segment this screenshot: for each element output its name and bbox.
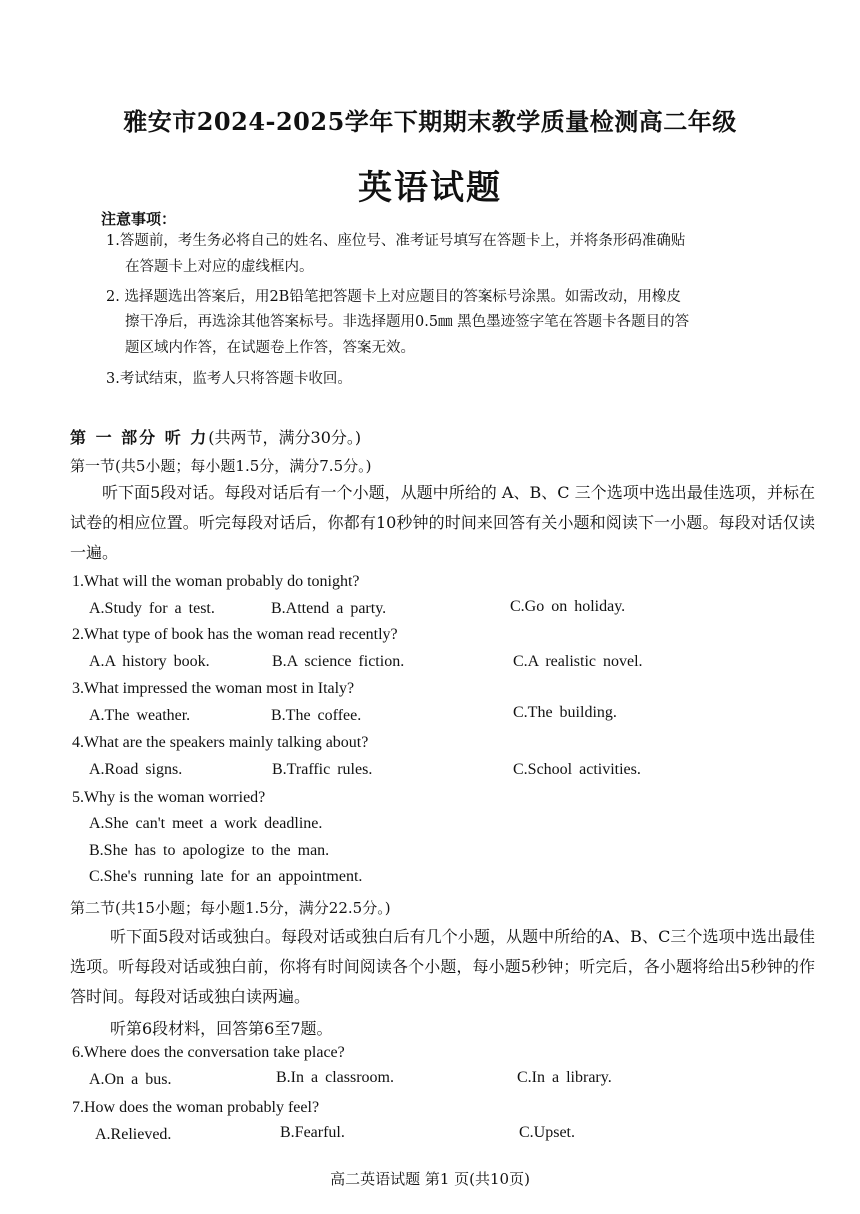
option-7c: C.Upset. [519,1124,575,1141]
part1-heading-score: (共两节，满分30分。) [208,428,362,447]
option-4c: C.School activities. [513,761,641,778]
section2-instructions: 听下面5段对话或独白。每段对话或独白后有几个小题，从题中所给的A、B、C三个选项中选出最佳选项。听每段对话或独白前，你将有时间阅读各个小题，每小题5秒钟；听完后，各小题将给出5秒钟的作答时间。每段对话或独白读两遍。 [70,927,815,1006]
notice-item-1-cont: 在答题卡上对应的虚线框内。 [125,259,314,275]
option-3c: C.The building. [513,704,617,721]
question-2: 2.What type of book has the woman read recently? [72,626,398,643]
option-5c: C.She's running late for an appointment. [89,868,363,885]
option-7b: B.Fearful. [280,1124,345,1141]
notice-heading: 注意事项： [101,210,177,228]
option-2c: C.A realistic novel. [513,653,643,670]
notice-item-2-cont2: 题区域内作答，在试题卷上作答，答案无效。 [125,340,415,356]
question-3: 3.What impressed the woman most in Italy? [72,680,355,697]
option-6c: C.In a library. [517,1069,612,1086]
section2-heading: 第二节(共15小题；每小题1.5分，满分22.5分。) [70,899,391,917]
question-6: 6.Where does the conversation take place? [72,1044,345,1061]
option-3a: A.The weather. [89,707,191,724]
option-5a: A.She can't meet a work deadline. [89,815,323,832]
notice-item-3: 3.考试结束，监考人只将答题卡收回。 [106,371,352,387]
option-4a: A.Road signs. [89,761,183,778]
option-2b: B.A science fiction. [272,653,405,670]
option-2a: A.A history book. [89,653,210,670]
option-4b: B.Traffic rules. [272,761,373,778]
page-footer: 高二英语试题 第1 页(共10页) [330,1170,530,1188]
option-1b: B.Attend a party. [271,600,387,617]
part1-heading [70,425,361,448]
option-1c: C.Go on holiday. [510,598,626,615]
option-1a: A.Study for a test. [89,600,215,617]
question-7: 7.How does the woman probably feel? [72,1099,320,1116]
notice-item-2: 2. 选择题选出答案后，用2B铅笔把答题卡上对应题目的答案标号涂黑。如需改动，用橡皮 [106,289,681,305]
section1-instructions: 听下面5段对话。每段对话后有一个小题，从题中所给的 A、B、C 三个选项中选出最佳选项，并标在试卷的相应位置。听完每段对话后，你都有10秒钟的时间来回答有关小题和阅读下一小题。每段对话仅读一遍。 [70,483,815,562]
option-6a: A.On a bus. [89,1071,172,1088]
notice-item-1: 1.答题前，考生务必将自己的姓名、座位号、准考证号填写在答题卡上，并将条形码准确贴 [106,233,686,249]
material-6-note: 听第6段材料，回答第6至7题。 [110,1019,333,1038]
notice-item-2-cont: 擦干净后，再选涂其他答案标号。非选择题用0.5㎜ 黑色墨迹签字笔在答题卡各题目的答 [125,314,690,330]
section1-heading: 第一节(共5小题；每小题1.5分，满分7.5分。) [70,457,372,475]
exam-subject-title: 英语试题 [358,168,502,208]
part1-heading-bold: 第 一 部分 听 力 [70,428,209,447]
option-7a: A.Relieved. [95,1126,172,1143]
question-4: 4.What are the speakers mainly talking about? [72,734,369,751]
question-1: 1.What will the woman probably do tonight? [72,573,360,590]
exam-title: 雅安市2024-2025学年下期期末教学质量检测高二年级 [123,107,737,136]
option-5b: B.She has to apologize to the man. [89,842,330,859]
option-6b: B.In a classroom. [276,1069,394,1086]
option-3b: B.The coffee. [271,707,362,724]
question-5: 5.Why is the woman worried? [72,789,266,806]
